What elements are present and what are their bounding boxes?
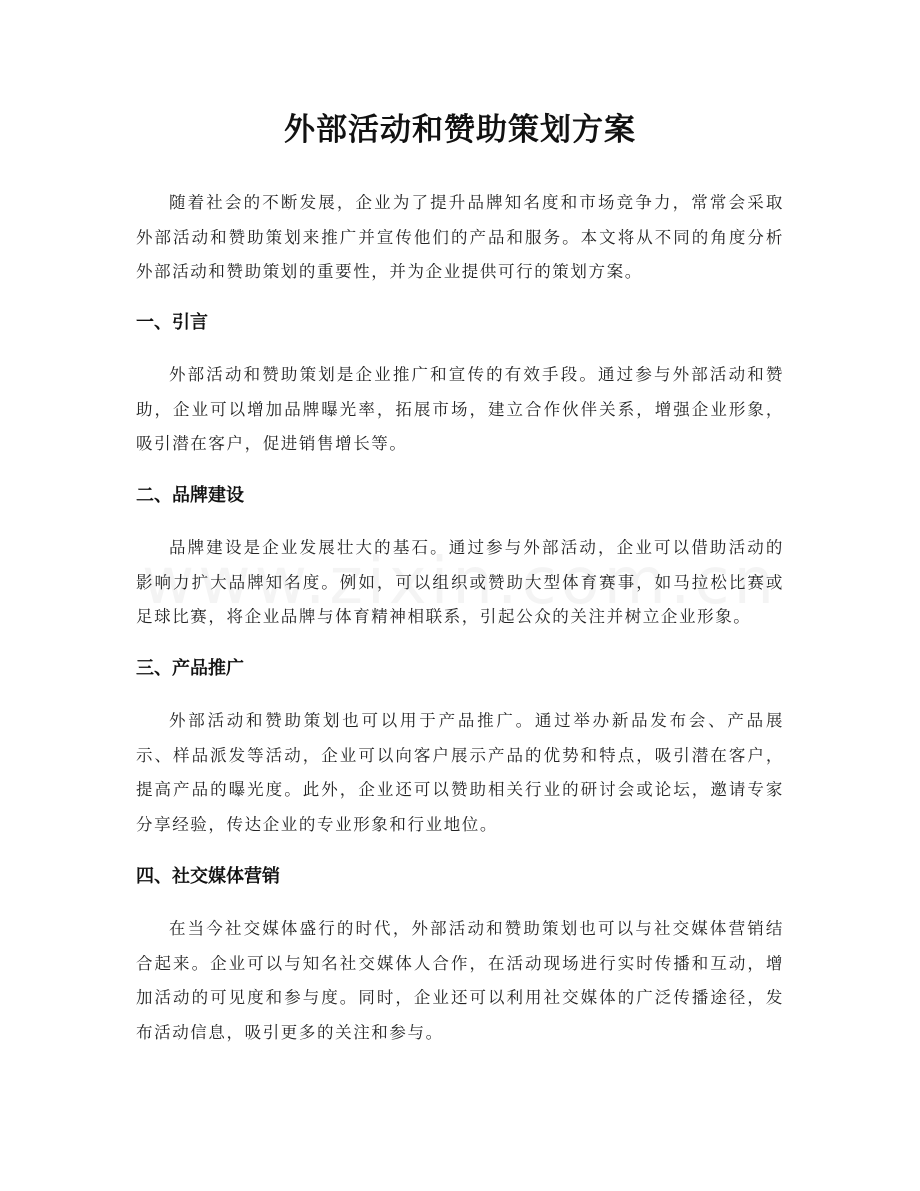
document-title: 外部活动和赞助策划方案 <box>284 112 636 148</box>
section-heading-introduction: 一、引言 <box>136 312 208 333</box>
section-body-introduction: 外部活动和赞助策划是企业推广和宣传的有效手段。通过参与外部活动和赞助，企业可以增加品牌曝光率，拓展市场，建立合作伙伴关系，增强企业形象，吸引潜在客户，促进销售增长等。 <box>136 365 784 453</box>
section-heading-product-promotion: 三、产品推广 <box>136 658 244 679</box>
section-heading-brand-building: 二、品牌建设 <box>136 485 244 506</box>
section-body-social-media: 在当今社交媒体盛行的时代，外部活动和赞助策划也可以与社交媒体营销结合起来。企业可以与知名社交媒体人合作，在活动现场进行实时传播和互动，增加活动的可见度和参与度。同时，企业还可以利用社交媒体的广泛传播途径，发布活动信息，吸引更多的关注和参与。 <box>136 919 784 1042</box>
section-heading-social-media: 四、社交媒体营销 <box>136 866 280 887</box>
intro-paragraph: 随着社会的不断发展，企业为了提升品牌知名度和市场竞争力，常常会采取外部活动和赞助策划来推广并宣传他们的产品和服务。本文将从不同的角度分析外部活动和赞助策划的重要性，并为企业提供可行的策划方案。 <box>136 193 784 281</box>
section-body-product-promotion: 外部活动和赞助策划也可以用于产品推广。通过举办新品发布会、产品展示、样品派发等活动，企业可以向客户展示产品的优势和特点，吸引潜在客户，提高产品的曝光度。此外，企业还可以赞助相关行业的研讨会或论坛，邀请专家分享经验，传达企业的专业形象和行业地位。 <box>136 711 784 834</box>
section-body-brand-building: 品牌建设是企业发展壮大的基石。通过参与外部活动，企业可以借助活动的影响力扩大品牌知名度。例如，可以组织或赞助大型体育赛事，如马拉松比赛或足球比赛，将企业品牌与体育精神相联系，引起公众的关注并树立企业形象。 <box>136 538 784 626</box>
